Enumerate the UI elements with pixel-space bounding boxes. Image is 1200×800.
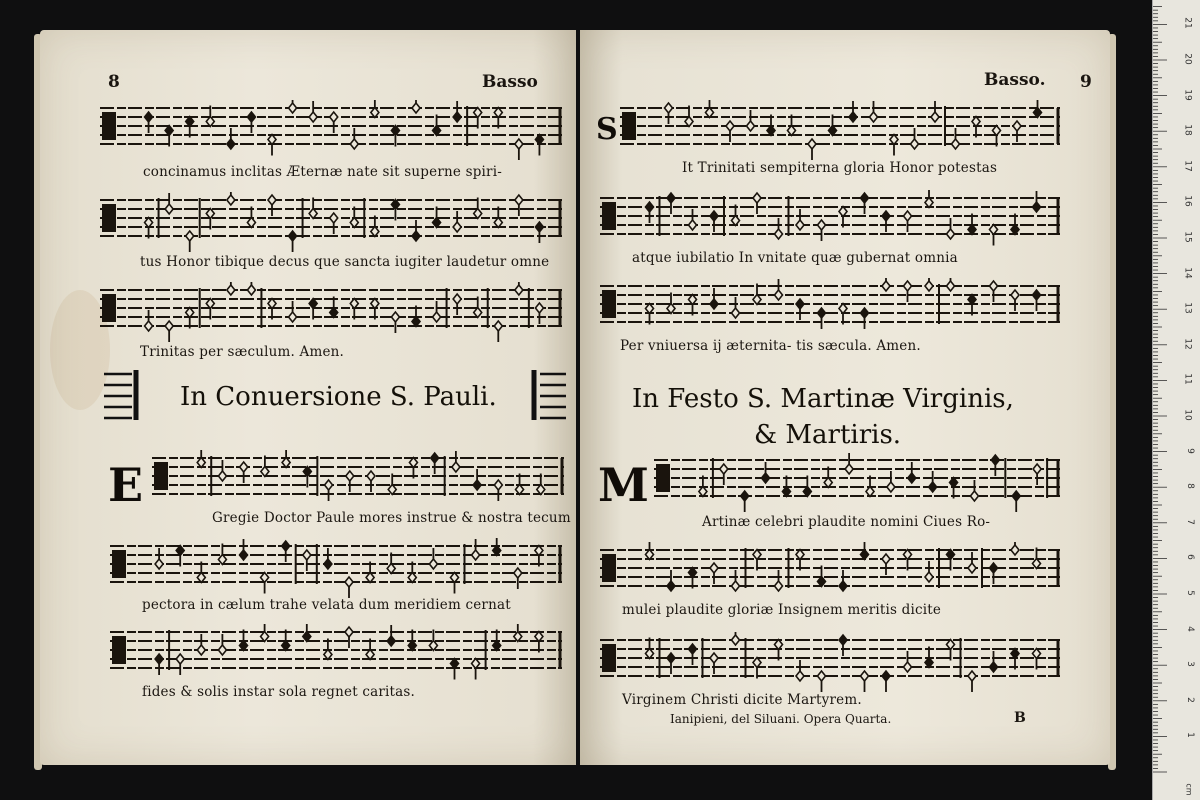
ruler-mark: 18 xyxy=(1182,124,1193,136)
lyrics-line: Virginem Christi dicite Martyrem. xyxy=(622,692,862,708)
ruler-mark: 16 xyxy=(1182,195,1193,208)
music-staff xyxy=(100,192,562,240)
lyrics-line: fides & solis instar sola regnet caritas. xyxy=(142,684,416,700)
music-staff xyxy=(600,190,1060,238)
lyrics-line: It Trinitati sempiterna gloria Honor potestas xyxy=(682,160,998,176)
page-header: Basso. xyxy=(984,70,1046,90)
ruler-mark: 10 xyxy=(1182,409,1193,421)
lyrics-line: atque iubilatio In vnitate quæ gubernat omnia xyxy=(632,250,958,266)
music-staff xyxy=(654,452,1060,500)
ruler-mark: 20 xyxy=(1182,53,1193,65)
drop-cap: S xyxy=(596,112,618,147)
ruler-mark: 21 xyxy=(1182,17,1193,30)
ruler-mark: 6 xyxy=(1185,554,1196,561)
music-staff xyxy=(100,100,562,148)
lyrics-line: concinamus inclitas Æternæ nate sit superne spiri- xyxy=(143,164,502,180)
ruler-unit: cm xyxy=(1184,783,1194,796)
ruler-mark: 13 xyxy=(1182,302,1193,314)
lyrics-line: Trinitas per sæculum. Amen. xyxy=(140,344,345,360)
ruler-mark: 2 xyxy=(1185,696,1196,703)
measuring-ruler xyxy=(1152,0,1200,800)
music-staff xyxy=(600,542,1060,590)
ruler-mark: 7 xyxy=(1185,518,1196,525)
page-header: Basso xyxy=(482,72,538,92)
ruler-mark: 1 xyxy=(1185,732,1196,739)
right-page xyxy=(580,30,1110,765)
ruler-mark: 3 xyxy=(1185,661,1196,668)
section-title: & Martiris. xyxy=(754,420,902,450)
imprint-line: Ianipieni, del Siluani. Opera Quarta. xyxy=(670,712,892,726)
open-book xyxy=(34,30,1116,775)
lyrics-line: Artinæ celebri plaudite nomini Ciues Ro- xyxy=(702,514,991,530)
ruler-mark: 4 xyxy=(1185,625,1196,632)
section-title: In Conuersione S. Pauli. xyxy=(180,382,497,412)
ornament-bars xyxy=(104,368,142,424)
ruler-mark: 12 xyxy=(1182,338,1193,350)
ornament-bars xyxy=(530,368,568,424)
ruler-mark: 5 xyxy=(1185,590,1196,596)
ruler-mark: 8 xyxy=(1185,483,1196,490)
lyrics-line: Per vniuersa ij æternita- tis sæcula. Amen. xyxy=(620,338,921,354)
page-number: 9 xyxy=(1080,72,1092,92)
ruler-mark: 15 xyxy=(1182,231,1193,243)
lyrics-line: tus Honor tibique decus que sancta iugiter laudetur omne xyxy=(140,254,550,270)
ruler-mark: 11 xyxy=(1182,373,1193,386)
ruler-mark: 14 xyxy=(1182,266,1193,279)
drop-cap: E xyxy=(108,458,144,512)
drop-cap: M xyxy=(598,458,649,512)
left-page xyxy=(40,30,576,765)
ruler-mark: 17 xyxy=(1182,160,1193,172)
ruler-mark: 9 xyxy=(1185,447,1196,454)
music-staff xyxy=(110,538,562,586)
lyrics-line: mulei plaudite gloriæ Insignem meritis dicite xyxy=(622,602,942,618)
music-staff xyxy=(600,278,1060,326)
section-title: In Festo S. Martinæ Virginis, xyxy=(632,384,1014,414)
music-staff xyxy=(100,282,562,330)
music-staff xyxy=(110,624,562,672)
music-staff xyxy=(152,450,564,498)
music-staff xyxy=(600,632,1060,680)
page-number: 8 xyxy=(108,72,120,92)
lyrics-line: Gregie Doctor Paule mores instrue & nostra tecum xyxy=(212,510,571,526)
signature-mark: B xyxy=(1014,710,1026,726)
lyrics-line: pectora in cælum trahe velata dum meridiem cernat xyxy=(142,597,511,613)
ruler-mark: 19 xyxy=(1182,88,1193,101)
music-staff xyxy=(620,100,1060,148)
